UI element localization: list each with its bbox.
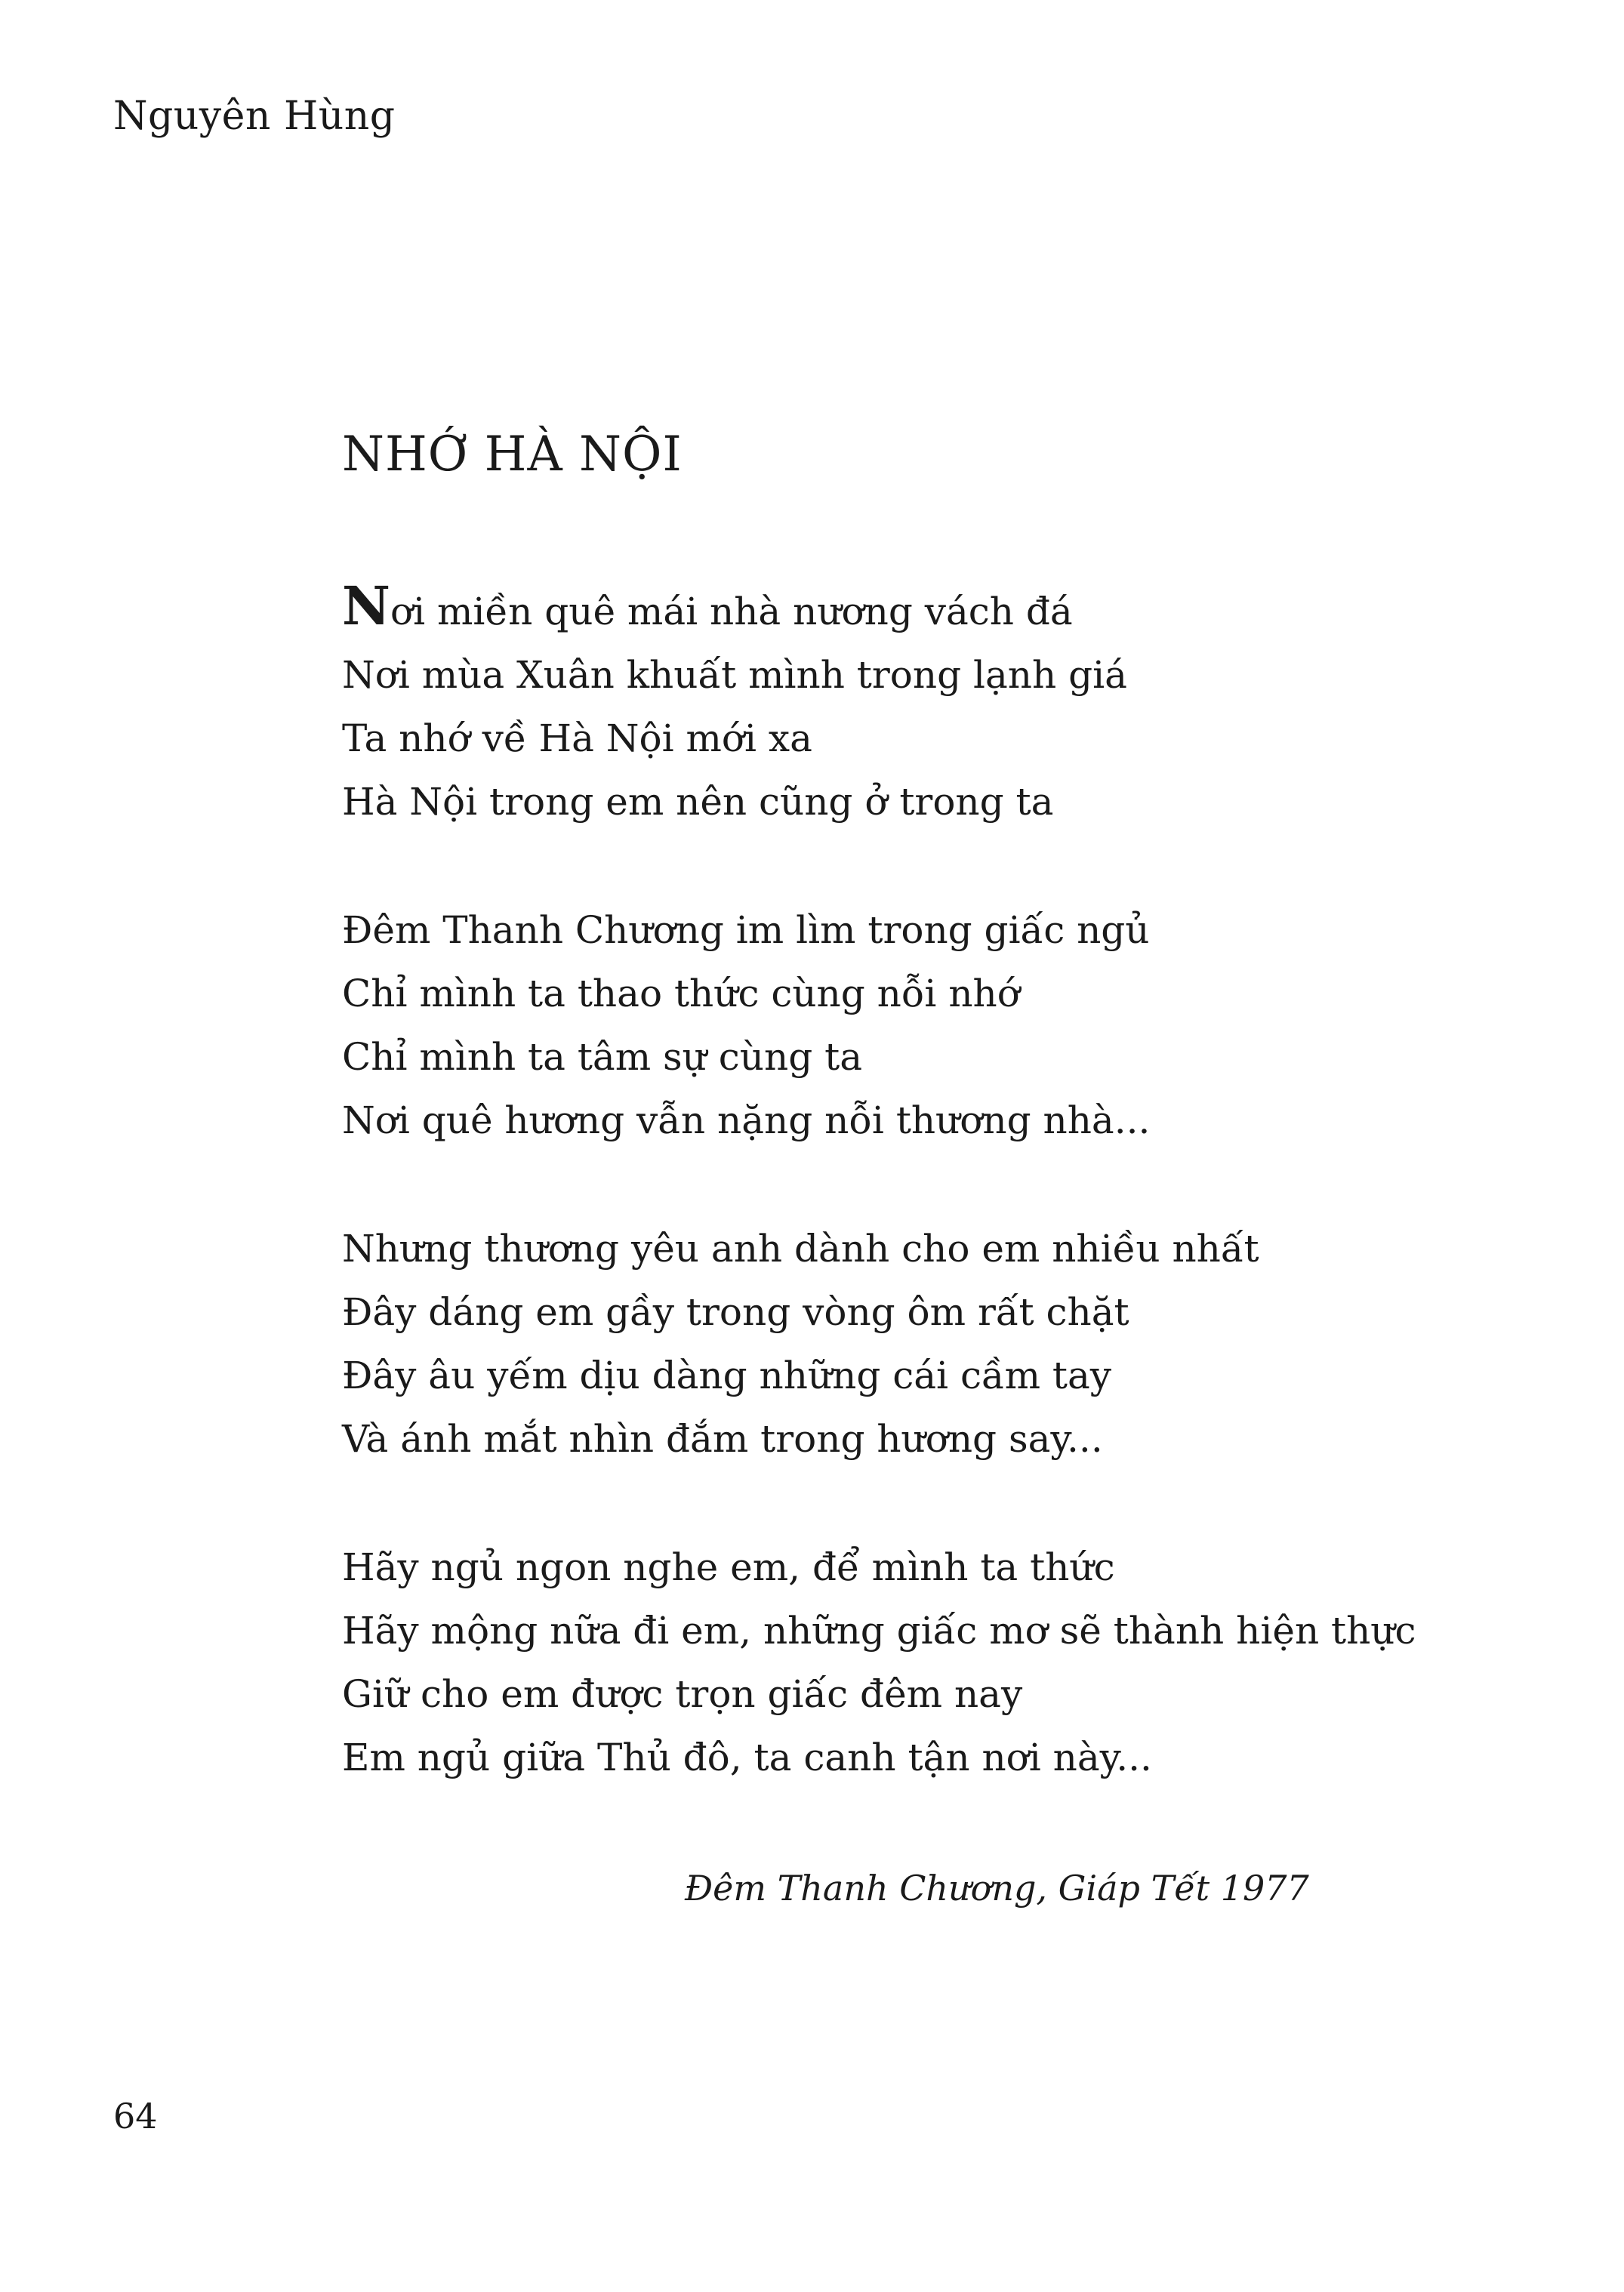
- poem-line: Chỉ mình ta thao thức cùng nỗi nhớ: [342, 972, 1020, 1015]
- first-line-rest: ơi miền quê mái nhà nương vách đá: [390, 590, 1073, 633]
- running-head-author: Nguyên Hùng: [113, 94, 396, 139]
- stanza-3: [342, 1217, 1475, 1471]
- poem-line: Và ánh mắt nhìn đắm trong hương say...: [342, 1417, 1103, 1461]
- poem-line: Ta nhớ về Hà Nội mới xa: [342, 716, 812, 760]
- stanza-4: [342, 1536, 1475, 1789]
- poem-dateline: Đêm Thanh Chương, Giáp Tết 1977: [685, 1868, 1309, 1908]
- poem-line-first: [342, 575, 1475, 643]
- poem-line: Đây dáng em gầy trong vòng ôm rất chặt: [342, 1290, 1129, 1334]
- stanza-2: [342, 898, 1475, 1152]
- poem-line: Hãy mộng nữa đi em, những giấc mơ sẽ thành hiện thực: [342, 1609, 1416, 1653]
- drop-cap: N: [342, 575, 390, 637]
- stanza-1: [342, 575, 1475, 833]
- poem-body: [342, 575, 1475, 1854]
- poem-line: Em ngủ giữa Thủ đô, ta canh tận nơi này...: [342, 1736, 1152, 1779]
- poem-line: Nhưng thương yêu anh dành cho em nhiều nhất: [342, 1227, 1259, 1271]
- poem-line: Hãy ngủ ngon nghe em, để mình ta thức: [342, 1545, 1115, 1589]
- poem-line: Nơi mùa Xuân khuất mình trong lạnh giá: [342, 653, 1127, 697]
- poem-line: Chỉ mình ta tâm sự cùng ta: [342, 1035, 863, 1079]
- poem-line: Nơi quê hương vẫn nặng nỗi thương nhà...: [342, 1098, 1151, 1142]
- poem-line: Hà Nội trong em nên cũng ở trong ta: [342, 780, 1054, 824]
- poem-line: Đêm Thanh Chương im lìm trong giấc ngủ: [342, 908, 1150, 952]
- poem-line: Giữ cho em được trọn giấc đêm nay: [342, 1672, 1023, 1716]
- page-number: 64: [113, 2096, 158, 2136]
- poem-line: Đây âu yếm dịu dàng những cái cầm tay: [342, 1354, 1112, 1397]
- poem-title: NHỚ HÀ NỘI: [342, 427, 683, 482]
